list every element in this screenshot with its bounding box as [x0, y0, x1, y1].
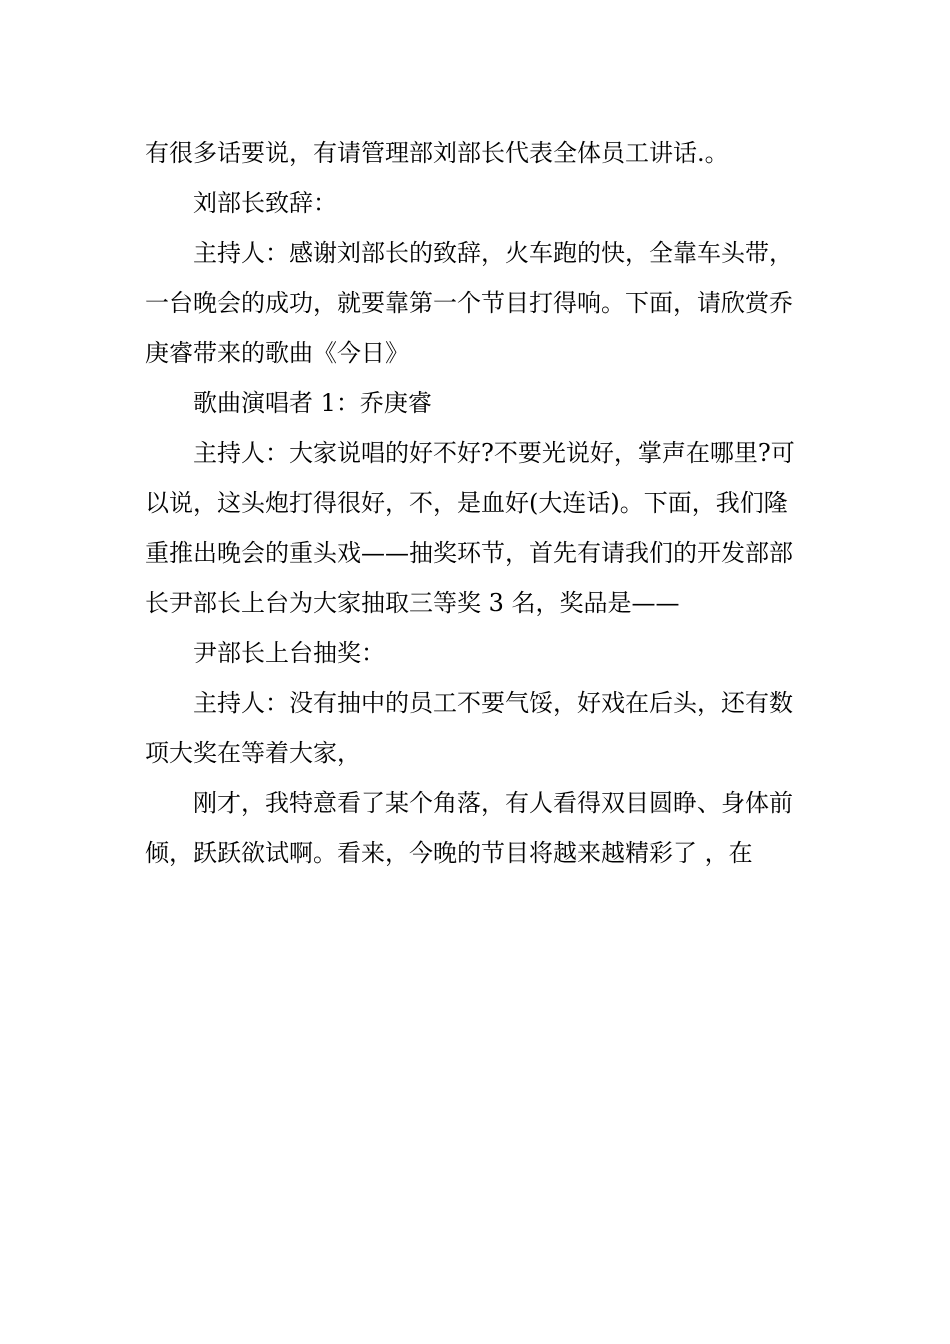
text-line: 刘部长致辞： [193, 189, 337, 217]
text-line: 刚才，我特意看了某个角落，有人看得双目圆睁、身体前 [193, 789, 793, 817]
text-line: 有很多话要说，有请管理部刘部长代表全体员工讲话.。 [145, 139, 729, 167]
text-line: 主持人：感谢刘部长的致辞，火车跑的快，全靠车头带， [193, 239, 793, 267]
text-line: 以说，这头炮打得很好，不，是血好(大连话)。下面，我们隆 [145, 489, 788, 517]
text-line: 主持人：没有抽中的员工不要气馁，好戏在后头，还有数 [193, 689, 793, 717]
text-line: 倾，跃跃欲试啊。看来，今晚的节目将越来越精彩了 ，在 [145, 839, 753, 867]
document-body [145, 128, 805, 878]
text-line: 庚睿带来的歌曲《今日》 [145, 339, 409, 367]
text-line: 尹部长上台抽奖： [193, 639, 385, 667]
text-line: 重推出晚会的重头戏——抽奖环节，首先有请我们的开发部部 [145, 539, 793, 567]
text-line: 歌曲演唱者 1：乔庚睿 [193, 389, 432, 417]
text-line: 长尹部长上台为大家抽取三等奖 3 名，奖品是—— [145, 589, 680, 617]
text-line: 一台晚会的成功，就要靠第一个节目打得响。下面，请欣赏乔 [145, 289, 793, 317]
text-line: 项大奖在等着大家， [145, 739, 361, 767]
text-line: 主持人：大家说唱的好不好?不要光说好，掌声在哪里?可 [193, 439, 795, 467]
